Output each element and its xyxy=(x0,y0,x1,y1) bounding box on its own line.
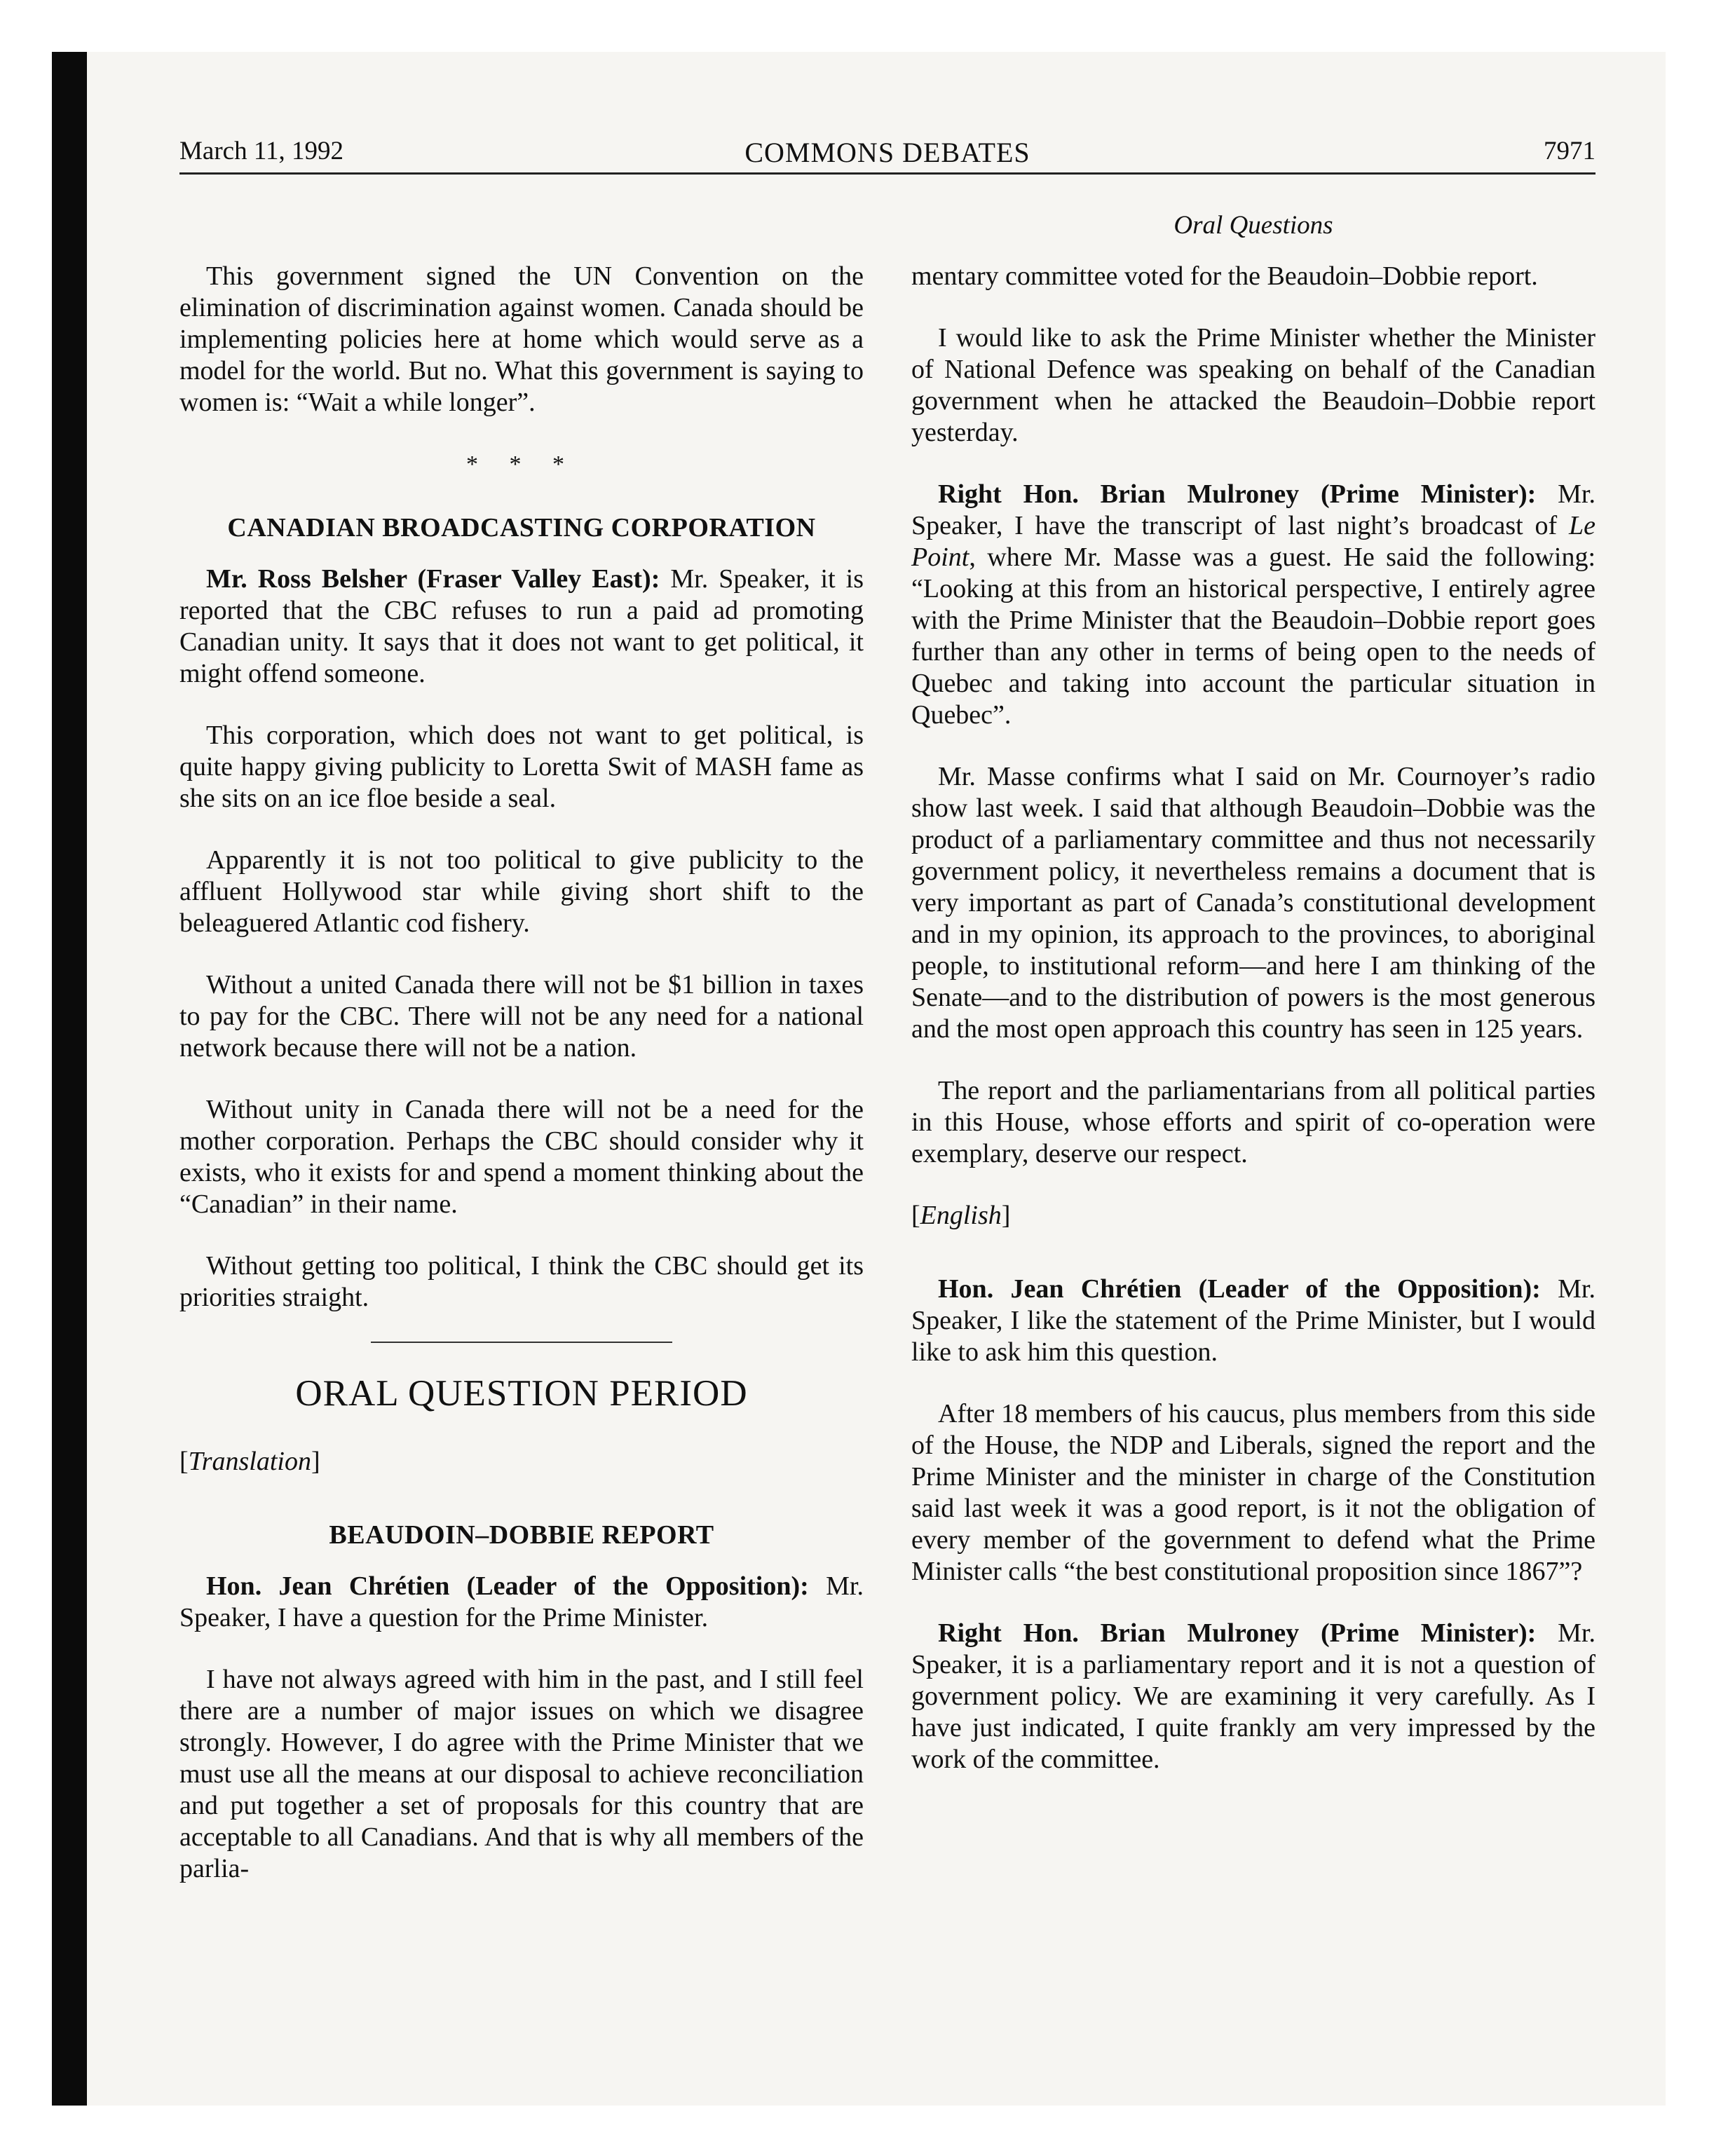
speech-text: Mr. Speaker, I have the transcript of last night’s broadcast of xyxy=(911,479,1595,540)
paragraph: I have not always agreed with him in the past, and I still feel there are a number of major issues on which we disagree strongly. However, I do agree with the Prime Minister that we must use all the means at our disposal to achieve reconciliation and put together a set of proposals for this country that are acceptable to all Canadians. And that is why all members of the parlia- xyxy=(179,1665,864,1883)
scan-binding-edge xyxy=(52,52,87,2106)
speech-text: Mr. Speaker, it is reported that the CBC refuses to run a paid ad promoting Canadian unity. It says that it does not want to get political, it might offend someone. xyxy=(179,564,864,688)
speaker-name: Mr. Ross Belsher (Fraser Valley East): xyxy=(206,564,660,594)
header-title: COMMONS DEBATES xyxy=(744,137,1030,168)
paragraph: After 18 members of his caucus, plus members from this side of the House, the NDP and Liberals, signed the report and the Prime Minister and the minister in charge of the Constitution said last week it was a good report, is it not the obligation of every member of the government to defend what the Prime Minister calls “the best constitutional proposition since 1867”? xyxy=(911,1399,1595,1586)
language-label: Translation xyxy=(188,1447,311,1476)
paragraph: Without unity in Canada there will not be a need for the mother corporation. Perhaps the CBC should consider why it exists, who it exists for and spend a moment thinking about the “Canadian” in their name. xyxy=(179,1095,864,1219)
section-heading: CANADIAN BROADCASTING CORPORATION xyxy=(227,513,816,543)
speech xyxy=(179,1571,864,1634)
header-date: March 11, 1992 xyxy=(179,137,343,165)
speech xyxy=(911,479,1595,731)
section-separator: * * * xyxy=(466,451,577,477)
section-heading: BEAUDOIN–DOBBIE REPORT xyxy=(329,1520,714,1550)
left-column xyxy=(179,261,864,1915)
right-column xyxy=(911,261,1595,1806)
running-head: Oral Questions xyxy=(1173,211,1333,240)
header-rule xyxy=(179,172,1595,175)
speaker-name: Hon. Jean Chrétien (Leader of the Opposition): xyxy=(938,1274,1541,1304)
speech-text: Mr. Speaker, I have a question for the Prime Minister. xyxy=(179,1571,864,1632)
speaker-name: Right Hon. Brian Mulroney (Prime Minister): xyxy=(938,479,1537,509)
speech xyxy=(179,564,864,690)
paragraph: The report and the parliamentarians from all political parties in this House, whose efforts and spirit of co-operation were exemplary, deserve our respect. xyxy=(911,1076,1595,1168)
section-rule xyxy=(371,1342,672,1343)
paragraph: Apparently it is not too political to give publicity to the affluent Hollywood star while giving short shift to the beleaguered Atlantic cod fishery. xyxy=(179,845,864,938)
header-page-number: 7971 xyxy=(1544,137,1595,165)
speech-text: Mr. Speaker, it is a parliamentary report and it is not a question of government policy. We are examining it very carefully. As I have just indicated, I quite frankly am very impressed by the work of the committee. xyxy=(911,1618,1595,1774)
speech xyxy=(911,1274,1595,1368)
speech-text: , where Mr. Masse was a guest. He said the following: “Looking at this from an historical perspective, I entirely agree with the Prime Minister that the Beaudoin–Dobbie report goes further than any other in terms of being open to the needs of Quebec and taking into account the particular situation in Quebec”. xyxy=(911,543,1595,730)
speech xyxy=(911,1618,1595,1775)
paragraph-continued: mentary committee voted for the Beaudoin–Dobbie report. xyxy=(911,261,1538,291)
speech-text: Mr. Speaker, I like the statement of the Prime Minister, but I would like to ask him this question. xyxy=(911,1274,1595,1367)
speaker-name: Hon. Jean Chrétien (Leader of the Opposition): xyxy=(206,1571,809,1601)
paragraph: This corporation, which does not want to get political, is quite happy giving publicity to Loretta Swit of MASH fame as she sits on an ice floe beside a seal. xyxy=(179,721,864,813)
language-marker: [Translation] xyxy=(179,1447,320,1476)
program-title: Le Point xyxy=(911,511,1595,572)
paragraph: Mr. Masse confirms what I said on Mr. Cournoyer’s radio show last week. I said that although Beaudoin–Dobbie was the product of a parliamentary committee and thus not necessarily government policy, it nevertheless remains a document that is very important as part of Canada’s constitutional development and in my opinion, its approach to the provinces, to aboriginal people, to institutional reform—and here I am thinking of the Senate—and to the distribution of powers is the most generous and the most open approach this country has seen in 125 years. xyxy=(911,762,1595,1044)
paragraph: I would like to ask the Prime Minister whether the Minister of National Defence was speaking on behalf of the Canadian government when he attacked the Beaudoin–Dobbie report yesterday. xyxy=(911,323,1595,447)
speaker-name: Right Hon. Brian Mulroney (Prime Minister): xyxy=(938,1618,1537,1648)
paragraph: This government signed the UN Convention on the elimination of discrimination against women. Canada should be implementing policies here at home which would serve as a model for the world. But no. What this government is saying to women is: “Wait a while longer”. xyxy=(179,261,864,417)
paragraph: Without a united Canada there will not be $1 billion in taxes to pay for the CBC. There will not be any need for a national network because there will not be a nation. xyxy=(179,970,864,1063)
major-heading: ORAL QUESTION PERIOD xyxy=(295,1373,748,1414)
page-header xyxy=(179,129,1595,171)
language-marker: [English] xyxy=(911,1201,1011,1230)
language-label: English xyxy=(920,1201,1002,1230)
paragraph: Without getting too political, I think the CBC should get its priorities straight. xyxy=(179,1251,864,1312)
